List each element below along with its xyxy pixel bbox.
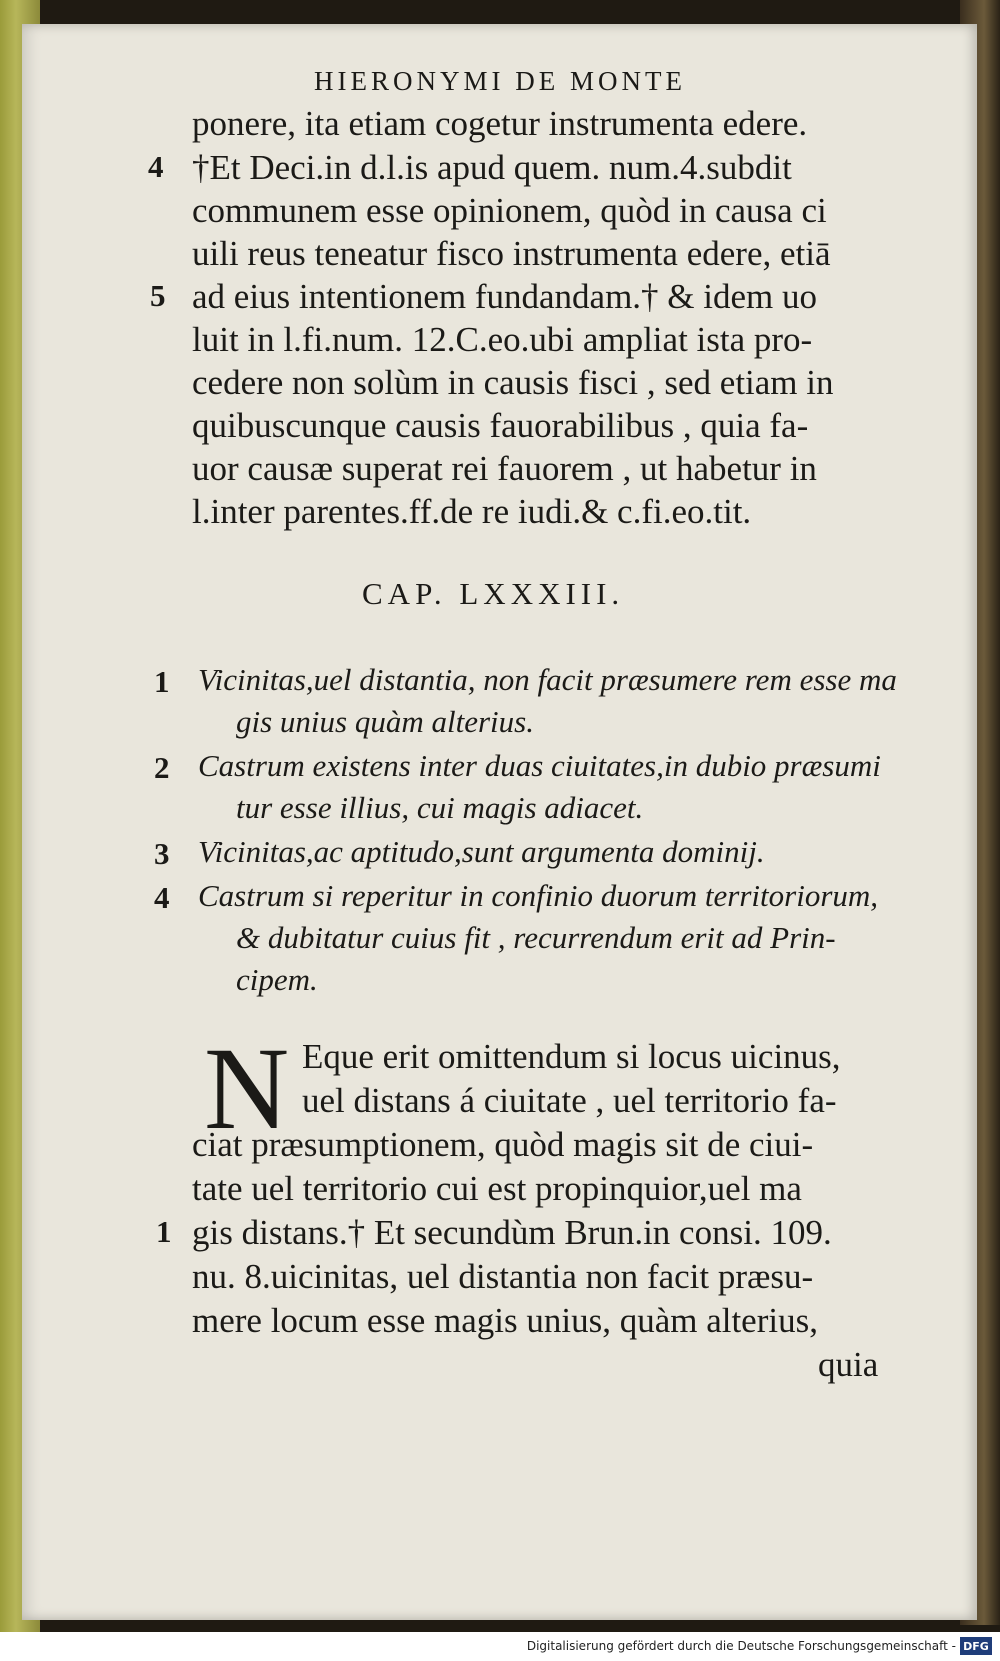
body-line: gis distans.† Et secundùm Brun.in consi. 109. <box>192 1213 832 1252</box>
margin-number: 1 <box>156 1214 172 1249</box>
body-line: uel distans á ciuitate , uel territorio fa- <box>302 1081 837 1120</box>
summary-line: Castrum existens inter duas ciuitates,in dubio præsumi <box>198 748 881 783</box>
summary-line: Vicinitas,ac aptitudo,sunt argumenta dominij. <box>198 834 765 869</box>
body-line: l.inter parentes.ff.de re iudi.& c.fi.eo.tit. <box>192 492 752 531</box>
summary-number: 1 <box>154 664 170 699</box>
body-line: uor causæ superat rei fauorem , ut habetur in <box>192 449 817 488</box>
dfg-logo: DFG <box>960 1637 992 1655</box>
body-line: ad eius intentionem fundandam.† & idem uo <box>192 277 818 316</box>
drop-cap: N <box>204 1023 290 1154</box>
summary-line: tur esse illius, cui magis adiacet. <box>236 790 644 825</box>
body-line: cedere non solùm in causis fisci , sed etiam in <box>192 363 834 402</box>
summary-line: cipem. <box>236 962 318 997</box>
summary-number: 2 <box>154 750 170 785</box>
body-line: uili reus teneatur fisco instrumenta edere, etiā <box>192 234 831 273</box>
summary-number: 4 <box>154 880 170 915</box>
summary-line: Vicinitas,uel distantia, non facit præsumere rem esse ma <box>198 662 897 697</box>
body-line: luit in l.fi.num. 12.C.eo.ubi ampliat ista pro- <box>192 320 813 359</box>
margin-number: 4 <box>148 149 164 184</box>
margin-number: 5 <box>150 278 166 313</box>
body-line: Eque erit omittendum si locus uicinus, <box>302 1037 841 1076</box>
summary-line: & dubitatur cuius fit , recurrendum erit ad Prin- <box>236 920 836 955</box>
funding-credit: Digitalisierung gefördert durch die Deutsche Forschungsgemeinschaft - <box>526 1639 956 1653</box>
footer-bar <box>0 1632 1000 1661</box>
body-line: tate uel territorio cui est propinquior,uel ma <box>192 1169 802 1208</box>
body-line: mere locum esse magis unius, quàm alterius, <box>192 1301 818 1340</box>
body-line: †Et Deci.in d.l.is apud quem. num.4.subdit <box>192 148 792 187</box>
running-header: HIERONYMI DE MONTE <box>314 66 686 96</box>
body-line: nu. 8.uicinitas, uel distantia non facit præsu- <box>192 1257 814 1296</box>
summary-number: 3 <box>154 836 170 871</box>
summary-line: Castrum si reperitur in confinio duorum territoriorum, <box>198 878 879 913</box>
catchword: quia <box>818 1345 879 1384</box>
body-line: communem esse opinionem, quòd in causa ci <box>192 191 827 230</box>
body-line: quibuscunque causis fauorabilibus , quia fa- <box>192 406 809 445</box>
summary-line: gis unius quàm alterius. <box>236 704 534 739</box>
chapter-heading: CAP. LXXXIII. <box>362 576 625 611</box>
body-line: ciat præsumptionem, quòd magis sit de ciui- <box>192 1125 814 1164</box>
book-page <box>22 24 977 1620</box>
body-line: ponere, ita etiam cogetur instrumenta edere. <box>192 104 808 143</box>
